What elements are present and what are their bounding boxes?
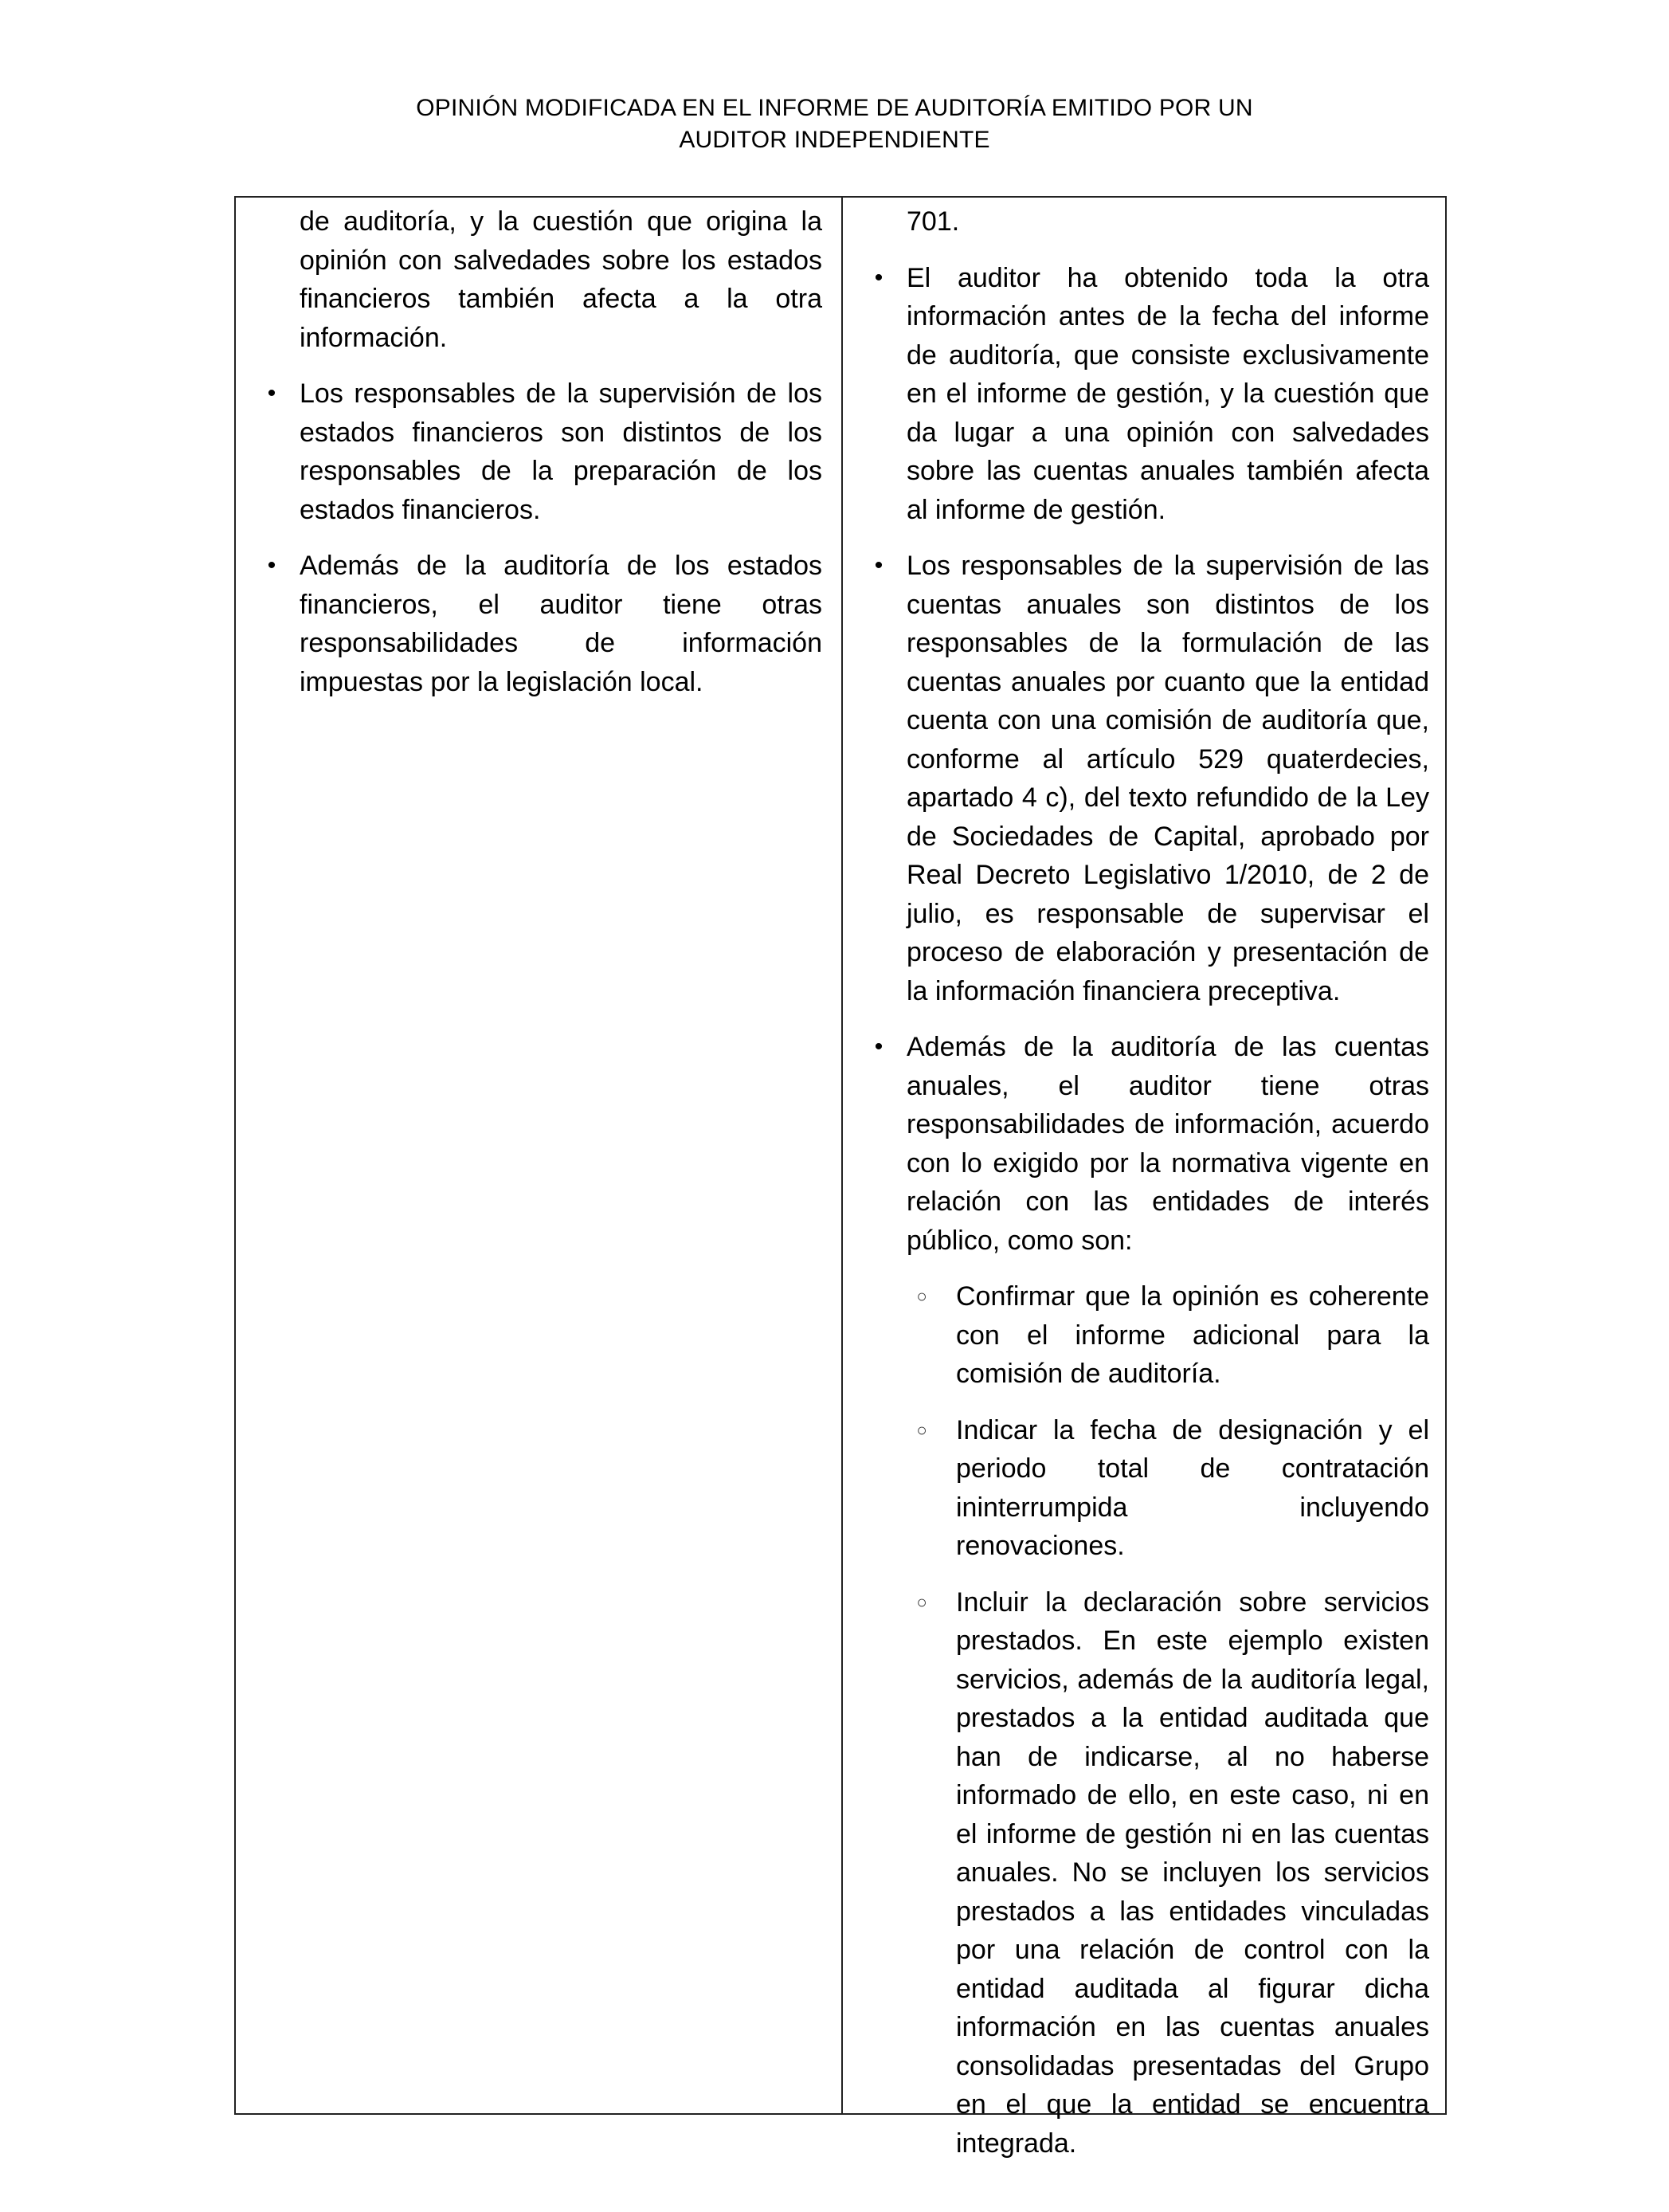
left-bullet-text: Los responsables de la supervisión de los estados financieros son distintos de los responsables de la preparación de los estados financieros. (300, 378, 822, 525)
sub-bullet-item (916, 1583, 1429, 2163)
content-table (234, 196, 1447, 2159)
right-column (843, 198, 1445, 2159)
left-bullet-item (267, 547, 822, 701)
sub-bullet-text: Indicar la fecha de designación y el periodo total de contratación ininterrumpida incluyendo renovaciones. (956, 1414, 1429, 1561)
left-continuation-paragraph: de auditoría, y la cuestión que origina la opinión con salvedades sobre los estados financieros también afecta a la otra información. (300, 206, 822, 353)
circle-bullet-icon: ○ (916, 1419, 927, 1440)
bullet-icon: • (874, 1033, 883, 1060)
left-bullet-item (267, 375, 822, 529)
bullet-icon: • (267, 552, 276, 578)
circle-bullet-icon: ○ (916, 1286, 927, 1306)
bullet-icon: • (267, 380, 276, 406)
right-bullet-text: Además de la auditoría de las cuentas anuales, el auditor tiene otras responsabilidades de información, acuerdo con lo exigido por la normativa vigente en relación con las entidades de interés público, como son: (907, 1032, 1429, 1256)
right-bullet-text: Los responsables de la supervisión de las cuentas anuales son distintos de los responsables de la formulación de las cuentas anuales por cuanto que la entidad cuenta con una comisión de auditoría que, conforme al artículo 529 quaterdecies, apartado 4 c), del texto refundido de la Ley de Sociedades de Capital, aprobado por Real Decreto Legislativo 1/2010, de 2 de julio, es responsable de supervisar el proceso de elaboración y presentación de la información financiera preceptiva. (907, 551, 1429, 1006)
sub-bullet-item (916, 1277, 1429, 1394)
header-line-2: AUDITOR INDEPENDIENTE (679, 127, 990, 153)
header-line-1: OPINIÓN MODIFICADA EN EL INFORME DE AUDITORÍA EMITIDO POR UN (416, 95, 1253, 121)
left-bullet-text: Además de la auditoría de los estados financieros, el auditor tiene otras responsabilidades de información impuestas por la legislación local. (300, 551, 822, 697)
sub-bullet-text: Incluir la declaración sobre servicios prestados. En este ejemplo existen servicios, además de la auditoría legal, prestados a la entidad auditada que han de indicarse, al no haberse informado de ello, en este caso, ni en el informe de gestión ni en las cuentas anuales. No se incluyen los servicios prestados a las entidades vinculadas por una relación de control con la entidad auditada al figurar dicha información en las cuentas anuales consolidadas presentadas del Grupo en el que la entidad se encuentra integrada. (956, 1586, 1429, 2159)
right-bullet-text: El auditor ha obtenido toda la otra información antes de la fecha del informe de auditoría, que consiste exclusivamente en el informe de gestión, y la cuestión que da lugar a una opinión con salvedades sobre las cuentas anuales también afecta al informe de gestión. (907, 262, 1429, 525)
page-header (0, 92, 1669, 156)
bullet-icon: • (874, 552, 883, 578)
right-continuation-paragraph: 701. (907, 206, 960, 237)
left-column (236, 198, 843, 2113)
sub-bullet-text: Confirmar que la opinión es coherente con el informe adicional para la comisión de auditoría. (956, 1281, 1429, 1389)
circle-bullet-icon: ○ (916, 1591, 927, 1612)
right-bullet-item (874, 1028, 1429, 1260)
right-bullet-item (874, 259, 1429, 530)
right-bullet-item (874, 547, 1429, 1010)
sub-bullet-item (916, 1411, 1429, 1566)
bullet-icon: • (874, 264, 883, 291)
